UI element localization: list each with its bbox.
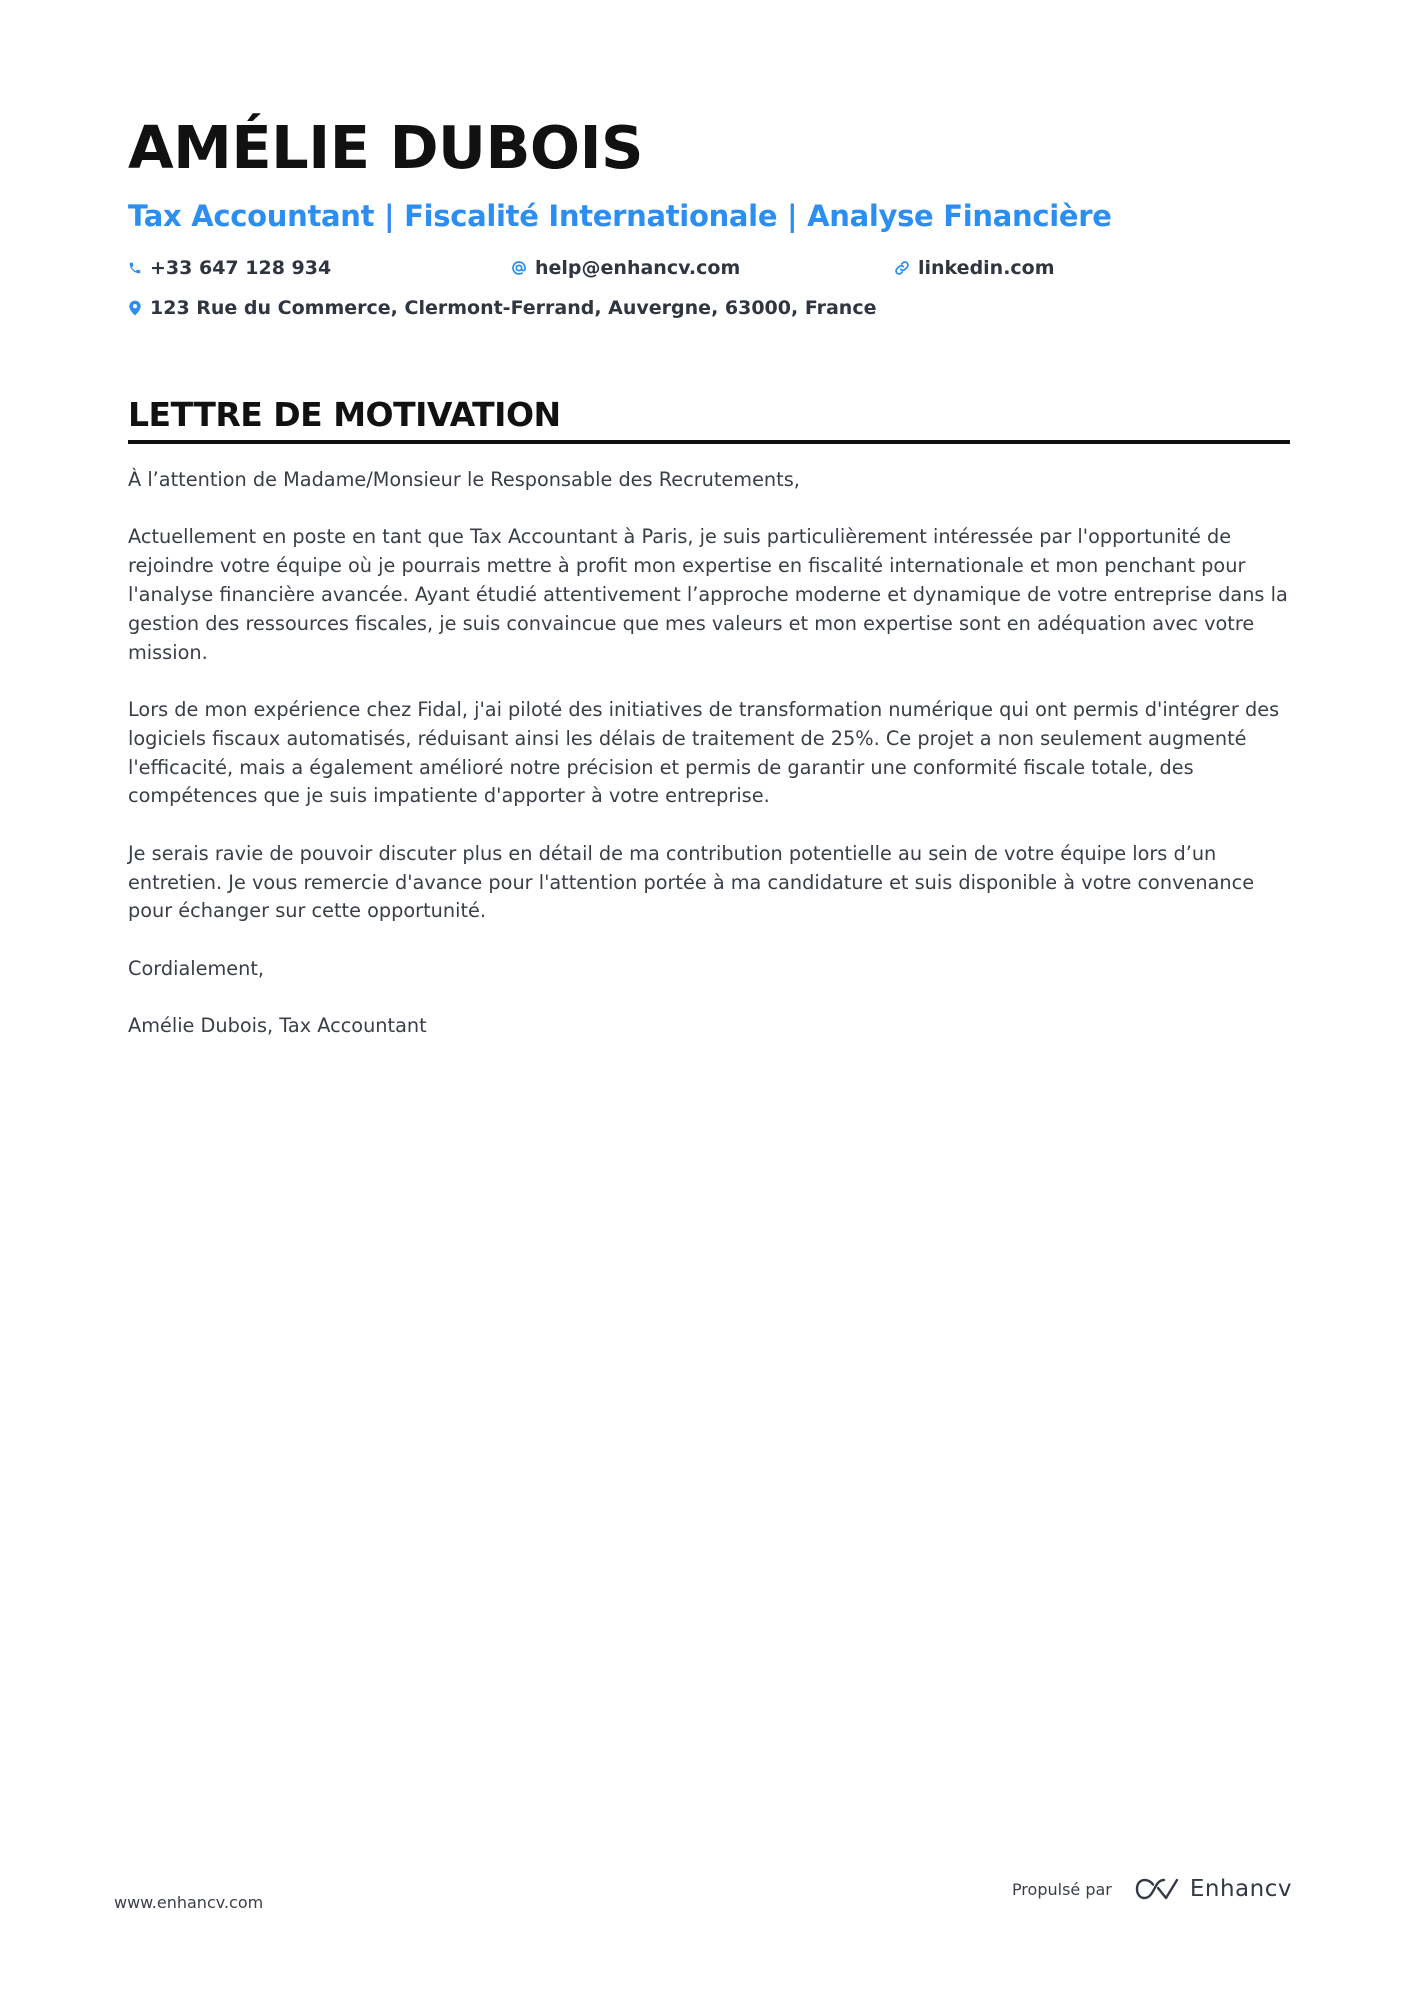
section-title: LETTRE DE MOTIVATION — [128, 392, 1290, 444]
letter-paragraph-1: Actuellement en poste en tant que Tax Accountant à Paris, je suis particulièrement intéressée par l'opportunité de rejoindre votre équipe où je pourrais mettre à profit mon expertise en fiscalité internationale et mon penchant pour l'analyse financière avancée. Ayant étudié attentivement l’approche moderne et dynamique de votre entreprise dans la gestion des ressources fiscales, je suis convaincue que mes valeurs et mon expertise sont en adéquation avec votre mission. — [128, 525, 1288, 664]
email-value[interactable]: help@enhancv.com — [535, 257, 741, 279]
linkedin-value[interactable]: linkedin.com — [918, 257, 1055, 279]
letter-signature: Amélie Dubois, Tax Accountant — [128, 1014, 427, 1038]
contact-phone — [128, 248, 331, 288]
letter-closing: Cordialement, — [128, 956, 265, 980]
enhancv-logo-icon — [1134, 1877, 1180, 1901]
link-icon — [894, 260, 910, 276]
phone-value: +33 647 128 934 — [150, 257, 332, 279]
brand[interactable] — [1134, 1876, 1292, 1902]
contact-address — [128, 288, 876, 328]
letter-paragraph-2: Lors de mon expérience chez Fidal, j'ai piloté des initiatives de transformation numérique qui ont permis d'intégrer des logiciels fiscaux automatisés, réduisant ainsi les délais de traitement de 25%. Ce projet a non seulement augmenté l'efficacité, mais a également amélioré notre précision et permis de garantir une conformité fiscale totale, des compétences que je suis impatiente d'apporter à votre entreprise. — [128, 697, 1280, 808]
address-row — [128, 288, 1290, 328]
letter-salutation: À l’attention de Madame/Monsieur le Responsable des Recrutements, — [128, 468, 800, 491]
at-icon — [511, 260, 527, 276]
footer-branding — [1012, 1876, 1292, 1902]
location-pin-icon — [128, 300, 142, 316]
brand-name: Enhancv — [1189, 1876, 1292, 1902]
address-value: 123 Rue du Commerce, Clermont-Ferrand, Auvergne, 63000, France — [150, 297, 877, 319]
letter-body — [128, 466, 1298, 1070]
contact-email — [511, 248, 740, 288]
contact-row — [128, 248, 1290, 288]
header — [128, 106, 1290, 328]
footer-website[interactable]: www.enhancv.com — [114, 1893, 264, 1912]
phone-icon — [128, 261, 142, 275]
letter-paragraph-3: Je serais ravie de pouvoir discuter plus en détail de ma contribution potentielle au sein de votre équipe lors d’un entretien. Je vous remercie d'avance pour l'attention portée à ma candidature et suis disponible à votre convenance pour échanger sur cette opportunité. — [128, 841, 1255, 923]
contact-linkedin — [894, 248, 1055, 288]
candidate-name: AMÉLIE DUBOIS — [128, 113, 644, 182]
powered-by-label: Propulsé par — [1011, 1879, 1112, 1899]
candidate-headline: Tax Accountant | Fiscalité Internationale | Analyse Financière — [128, 199, 1112, 233]
